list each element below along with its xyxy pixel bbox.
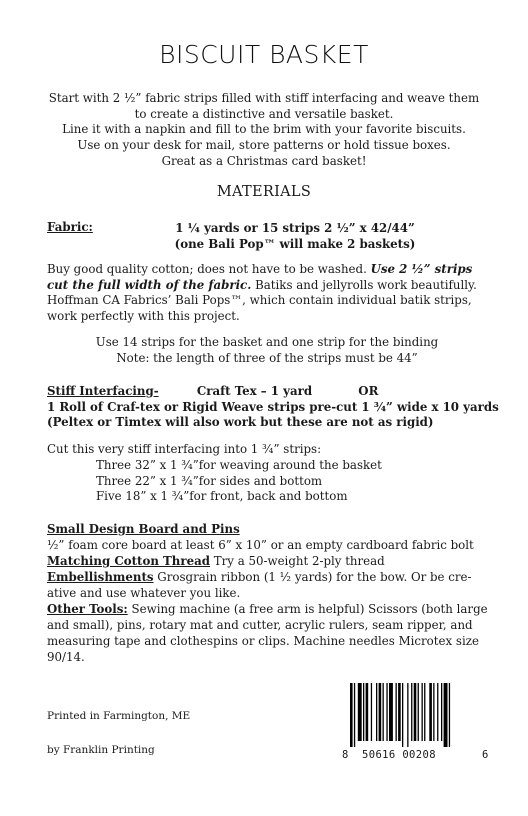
list-item: Three 32” x 1 ¾”for weaving around the basket	[96, 458, 382, 472]
embellishments-text: Grosgrain ribbon (1 ½ yards) for the bow. Or be cre-	[153, 570, 472, 584]
fabric-amount-line: 1 ¼ yards or 15 strips 2 ½” x 42/44”	[175, 221, 415, 235]
barcode-digits	[342, 749, 492, 765]
intro-line: Start with 2 ½” fabric strips filled with stiff interfacing and weave them	[48, 91, 480, 105]
barcode-number: 50616 00208	[362, 749, 436, 761]
list-item: Five 18” x 1 ¾”for front, back and bottom	[96, 489, 348, 504]
barcode-bar	[350, 683, 353, 747]
intro-line: Line it with a napkin and fill to the brim with your favorite biscuits.	[62, 122, 466, 137]
cut-intro: Cut this very stiff interfacing into 1 ¾” strips:	[47, 442, 322, 456]
barcode-bar	[433, 683, 434, 741]
barcode-bar	[386, 683, 387, 741]
fabric-amount-note: (one Bali Pop™ will make 2 baskets)	[174, 237, 416, 251]
barcode-bar	[411, 683, 412, 741]
barcode-bar	[441, 683, 442, 741]
cotton-text: Buy good quality cotton; does not have to be washed.	[47, 262, 371, 276]
embellishments-label: Embellishments	[47, 570, 154, 584]
barcode-bar	[444, 683, 448, 747]
barcode-bar	[422, 683, 423, 741]
barcode-bar	[418, 683, 419, 741]
or-separator: OR	[358, 384, 379, 398]
intro-paragraph	[30, 91, 498, 170]
intro-line: Great as a Christmas card basket!	[161, 153, 367, 168]
fabric-amount	[115, 220, 475, 252]
barcode-bar	[424, 683, 425, 741]
barcode-bar	[354, 683, 355, 747]
page-title: BISCUIT BASKET	[159, 40, 369, 69]
cotton-emphasis: Use 2 ½” strips	[370, 262, 473, 276]
stiff-interfacing-block	[47, 384, 507, 431]
barcode-bar	[429, 683, 432, 741]
intro-line: Use on your desk for mail, store patterns or hold tissue boxes.	[77, 138, 451, 153]
thread-label: Matching Cotton Thread	[47, 554, 211, 568]
cotton-text: work perfectly with this project.	[47, 309, 240, 324]
barcode-bar	[402, 683, 403, 747]
barcode-bar	[366, 683, 369, 741]
cotton-paragraph	[47, 262, 487, 325]
embellishments-text: ative and use whatever you like.	[47, 586, 241, 600]
craft-tex-amount: Craft Tex – 1 yard	[196, 384, 313, 398]
barcode-bar	[396, 683, 397, 741]
other-tools-text: Sewing machine (a free arm is helpful) Scissors (both large	[127, 602, 488, 616]
barcode-bar	[449, 683, 450, 747]
cut-list	[96, 458, 496, 505]
stiff-option-line: 1 Roll of Craf-tex or Rigid Weave strips pre-cut 1 ¾” wide x 10 yards	[47, 399, 499, 414]
barcode-bar	[389, 683, 393, 741]
barcode	[342, 683, 492, 768]
other-tools-text: 90/14.	[47, 650, 85, 664]
cotton-text: Hoffman CA Fabrics’ Bali Pops™, which contain individual batik strips,	[47, 293, 472, 308]
other-tools-text: measuring tape and clothespins or clips. Machine needles Microtex size	[47, 634, 479, 648]
stiff-option-note: (Peltex or Timtex will also work but these are not as rigid)	[47, 415, 434, 430]
tools-section	[47, 521, 492, 665]
barcode-tail-digit: 6	[482, 749, 489, 761]
fabric-label: Fabric:	[47, 220, 93, 234]
strips-note-line: Note: the length of three of the strips must be 44”	[116, 350, 418, 365]
thread-text: Try a 50-weight 2-ply thread	[210, 554, 385, 568]
strips-note-line: Use 14 strips for the basket and one strip for the binding	[95, 335, 439, 349]
barcode-bar	[414, 683, 417, 741]
barcode-bar	[363, 683, 364, 741]
intro-line: to create a distinctive and versatile basket.	[134, 106, 394, 121]
other-tools-label: Other Tools:	[47, 602, 128, 616]
materials-heading: MATERIALS	[216, 184, 312, 200]
strips-note	[47, 335, 487, 366]
barcode-bar	[383, 683, 384, 741]
printer-credit: by Franklin Printing	[47, 744, 155, 756]
barcode-bar	[407, 683, 408, 747]
design-board-text: ½” foam core board at least 6” x 10” or an empty cardboard fabric bolt	[47, 538, 474, 552]
barcode-lead-digit: 8	[342, 749, 349, 761]
barcode-bar	[437, 683, 438, 741]
stiff-interfacing-label: Stiff Interfacing-	[47, 384, 159, 398]
barcode-bar	[398, 683, 401, 741]
list-item: Three 22” x 1 ¾”for sides and bottom	[96, 473, 323, 488]
cotton-text: Batiks and jellyrolls work beautifully.	[251, 277, 477, 292]
barcode-bar	[371, 683, 372, 741]
barcode-bars	[350, 683, 486, 747]
barcode-bar	[376, 683, 377, 741]
cotton-emphasis: cut the full width of the fabric.	[47, 277, 252, 292]
design-board-label: Small Design Board and Pins	[47, 522, 240, 536]
barcode-bar	[379, 683, 382, 741]
other-tools-text: and small), pins, rotary mat and cutter, acrylic rulers, seam ripper, and	[47, 618, 473, 632]
printed-location: Printed in Farmington, ME	[47, 710, 191, 722]
barcode-bar	[358, 683, 362, 741]
